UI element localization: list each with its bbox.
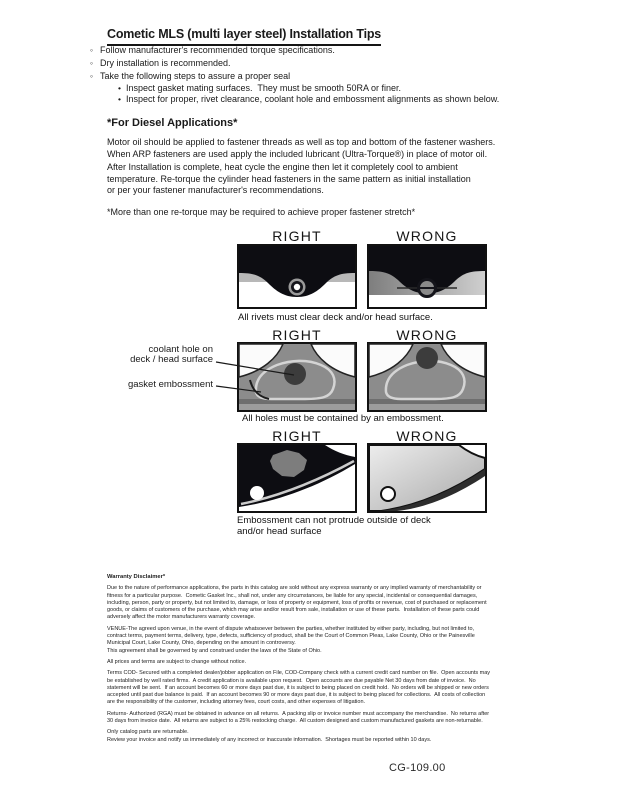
- tip-item: [90, 57, 499, 70]
- open-bullet-icon: ◦: [90, 58, 94, 68]
- warranty-line: Due to the nature of performance applications, the parts in this catalog are sold without any express warranty or any implied warranty of merchantability or: [107, 585, 482, 592]
- warranty-paragraph: [107, 670, 537, 706]
- coolant-hole-label: [95, 345, 213, 365]
- paragraph-line: temperature. Re-torque the cylinder head fasteners in the same pattern as initial installation: [107, 173, 471, 184]
- warranty-line: are the responsibility of the customer, including attorney fees, court costs, and other expenses of litigation.: [107, 699, 366, 706]
- tip-item: [90, 44, 499, 57]
- paragraph-line: When ARP fasteners are used apply the included lubricant (Ultra-Torque®) in place of motor oil.: [107, 149, 488, 159]
- warranty-line: statement will be sent. If an account becomes 60 or more days past due, it is subject to being placed on credit hold. No orders will be shipped or new orders: [107, 684, 489, 691]
- warranty-line: be established by well rated firms. A credit application is available upon request. Open accounts are due payable Net 30 days from date of invoice. No: [107, 677, 476, 684]
- page-code: CG-109.00: [389, 762, 446, 774]
- right-label: RIGHT: [272, 327, 322, 343]
- open-bullet-icon: ◦: [90, 45, 94, 55]
- open-bullet-icon: ◦: [90, 71, 94, 81]
- rivet-caption: All rivets must clear deck and/or head surface.: [238, 312, 433, 323]
- warranty-line: including, person, party or property, but not limited to, damage, or loss of property or equipment, loss of profits or revenue, cost of purchased or replacement: [107, 599, 487, 606]
- installation-tips-list: [90, 44, 499, 105]
- right-label: RIGHT: [272, 228, 322, 244]
- embossment-wrong-drawing: [367, 342, 487, 412]
- warranty-disclaimer: [107, 574, 537, 748]
- warranty-line: contract terms, payment terms, delivery, type, defects, sufficiency of product, shall be the Court of Common Pleas, Lake County, Ohio or the Painesville: [107, 633, 475, 640]
- warranty-line: Only catalog parts are returnable.: [107, 729, 189, 736]
- gasket-embossment-label: gasket embossment: [127, 379, 213, 390]
- warranty-line: All prices and terms are subject to change without notice.: [107, 658, 247, 665]
- warranty-line: adversely affect the motor manufacturers warranty coverage.: [107, 614, 256, 621]
- embossment-wrong-figure: [367, 342, 487, 412]
- tip-text: Inspect gasket mating surfaces. They must be smooth 50RA or finer.: [126, 83, 401, 93]
- diesel-paragraph-2: [107, 162, 471, 197]
- warranty-paragraph: [107, 585, 537, 621]
- retorque-note: *More than one re-torque may be required to achieve proper fastener stretch*: [107, 207, 416, 217]
- warranty-line: Review your invoice and notify us immediately of any incorrect or inaccurate information. Shortages must be reported within 10 days.: [107, 736, 432, 743]
- embossment-right-figure: [237, 342, 357, 412]
- label-line: deck / head surface: [130, 354, 213, 365]
- caption-line: and/or head surface: [237, 526, 322, 537]
- warranty-line: 30 days from invoice date. All returns are subject to a 25% restocking charge. All custom designed and custom manufactured gaskets are non-returnable.: [107, 718, 483, 725]
- protrusion-wrong-figure: [367, 443, 487, 513]
- embossment-caption: All holes must be contained by an embossment.: [242, 413, 444, 424]
- page-title: Cometic MLS (multi layer steel) Installation Tips: [107, 27, 381, 46]
- embossment-right-drawing: [237, 342, 357, 412]
- diesel-heading: *For Diesel Applications*: [107, 117, 238, 129]
- wrong-label: WRONG: [396, 428, 458, 444]
- paragraph-line: Motor oil should be applied to fastener threads as well as top and bottom of the fastener washers.: [107, 137, 496, 147]
- rivet-right-figure: [237, 244, 357, 309]
- warranty-heading: Warranty Disclaimer*: [107, 574, 166, 580]
- paragraph-line: After Installation is complete, heat cycle the engine then let it completely cool to ambient: [107, 162, 458, 172]
- rivet-wrong-figure: [367, 244, 487, 309]
- paragraph-line: or per your fastener manufacturer's recommendations.: [107, 185, 324, 195]
- tip-item: [90, 70, 499, 83]
- tip-sub-item: [90, 94, 499, 105]
- protrusion-wrong-drawing: [367, 443, 487, 513]
- warranty-line: Municipal Court, Lake County, Ohio, depending on the amount in controversy.: [107, 640, 296, 647]
- tip-text: Take the following steps to assure a proper seal: [100, 71, 291, 81]
- protrusion-caption: [237, 515, 431, 537]
- filled-bullet-icon: •: [118, 94, 121, 104]
- warranty-line: accepted until past due balance is paid. If an account becomes 90 or more days past due, it is subject to being placed for collections. All costs of collection: [107, 692, 486, 699]
- warranty-line: fitness for a particular purpose. Cometic Gasket Inc., shall not, under any circumstances, be liable for any special, incidental or consequential damages,: [107, 592, 478, 599]
- warranty-line: This agreement shall be governed by and construed under the laws of the State of Ohio.: [107, 647, 322, 654]
- protrusion-right-figure: [237, 443, 357, 513]
- wrong-label: WRONG: [396, 327, 458, 343]
- caption-line: Embossment can not protrude outside of deck: [237, 515, 431, 526]
- tip-text: Inspect for proper, rivet clearance, coolant hole and embossment alignments as shown below.: [126, 94, 500, 104]
- protrusion-right-drawing: [237, 443, 357, 513]
- tip-sub-item: [90, 83, 499, 94]
- warranty-paragraph: [107, 626, 537, 655]
- warranty-line: Returns- Authorized (RGA) must be obtained in advance on all returns. A packing slip or invoice number must accompany the merchandise. No returns after: [107, 710, 490, 717]
- diesel-paragraph-1: [107, 136, 495, 160]
- wrong-label: WRONG: [396, 228, 458, 244]
- rivet-right-drawing: [237, 244, 357, 309]
- filled-bullet-icon: •: [118, 83, 121, 93]
- warranty-paragraph: [107, 711, 537, 726]
- tip-text: Follow manufacturer's recommended torque specifications.: [100, 45, 335, 55]
- warranty-paragraph: [107, 659, 537, 666]
- warranty-line: Terms COD- Secured with a completed dealer/jobber application on File, COD-Company check with a current credit card number on file. Open accounts may: [107, 670, 491, 677]
- tip-text: Dry installation is recommended.: [100, 58, 231, 68]
- warranty-paragraph: [107, 729, 537, 744]
- warranty-line: goods, or claims of customers of the purchase, which may arise and/or result from sale, installation or use of these parts. Installation of these parts could: [107, 607, 480, 614]
- label-line: coolant hole on: [148, 344, 213, 355]
- rivet-wrong-drawing: [367, 244, 487, 309]
- warranty-line: VENUE-The agreed upon venue, in the event of dispute whatsoever between the parties, whether instituted by either party, including, but not limited to,: [107, 625, 475, 632]
- right-label: RIGHT: [272, 428, 322, 444]
